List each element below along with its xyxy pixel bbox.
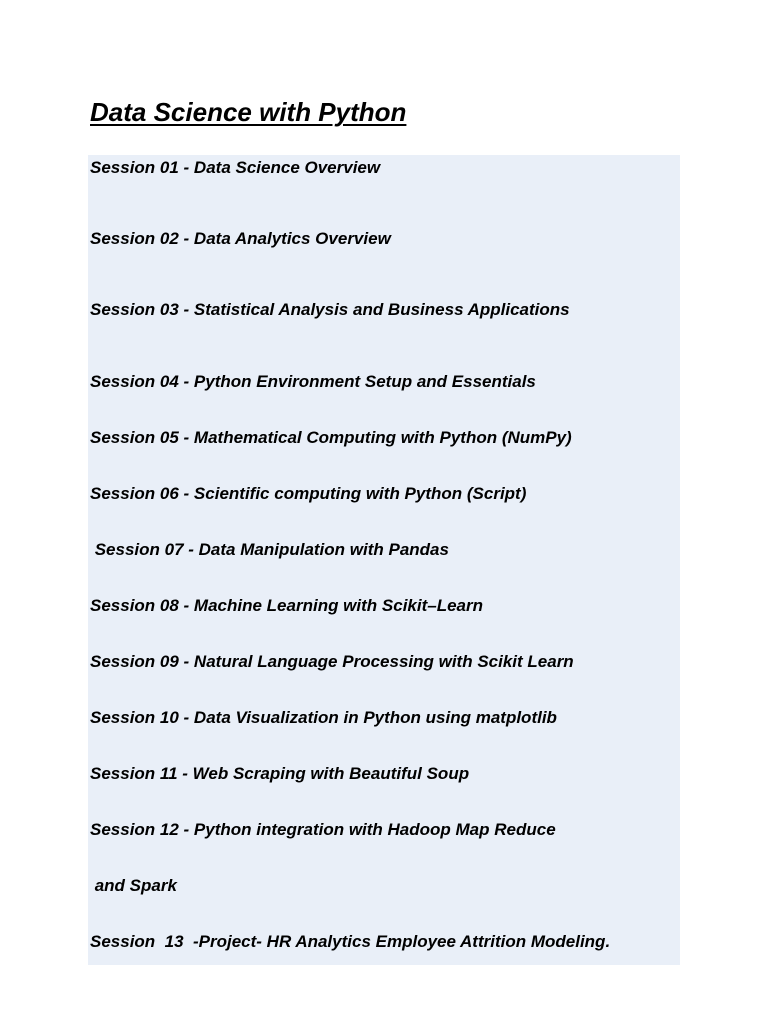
session-01-item: Session 01 - Data Science Overview — [90, 158, 381, 177]
session-10-item: Session 10 - Data Visualization in Python using matplotlib — [90, 708, 557, 727]
session-09-item: Session 09 - Natural Language Processing with Scikit Learn — [90, 652, 574, 671]
document-title: Data Science with Python — [90, 97, 407, 127]
session-02-item: Session 02 - Data Analytics Overview — [90, 229, 391, 248]
session-04-item: Session 04 - Python Environment Setup and Essentials — [90, 372, 536, 391]
session-06-item: Session 06 - Scientific computing with Python (Script) — [90, 484, 527, 503]
session-11-item: Session 11 - Web Scraping with Beautiful Soup — [90, 764, 470, 783]
session-12-continuation: and Spark — [90, 876, 177, 895]
session-07-item: Session 07 - Data Manipulation with Pandas — [90, 540, 449, 559]
session-13-item: Session 13 -Project- HR Analytics Employee Attrition Modeling. — [90, 932, 611, 951]
session-list-panel — [88, 155, 680, 965]
session-05-item: Session 05 - Mathematical Computing with Python (NumPy) — [90, 428, 572, 447]
session-08-item: Session 08 - Machine Learning with Scikit–Learn — [90, 596, 484, 615]
session-12-item: Session 12 - Python integration with Hadoop Map Reduce — [90, 820, 556, 839]
session-03-item: Session 03 - Statistical Analysis and Business Applications — [90, 300, 570, 319]
